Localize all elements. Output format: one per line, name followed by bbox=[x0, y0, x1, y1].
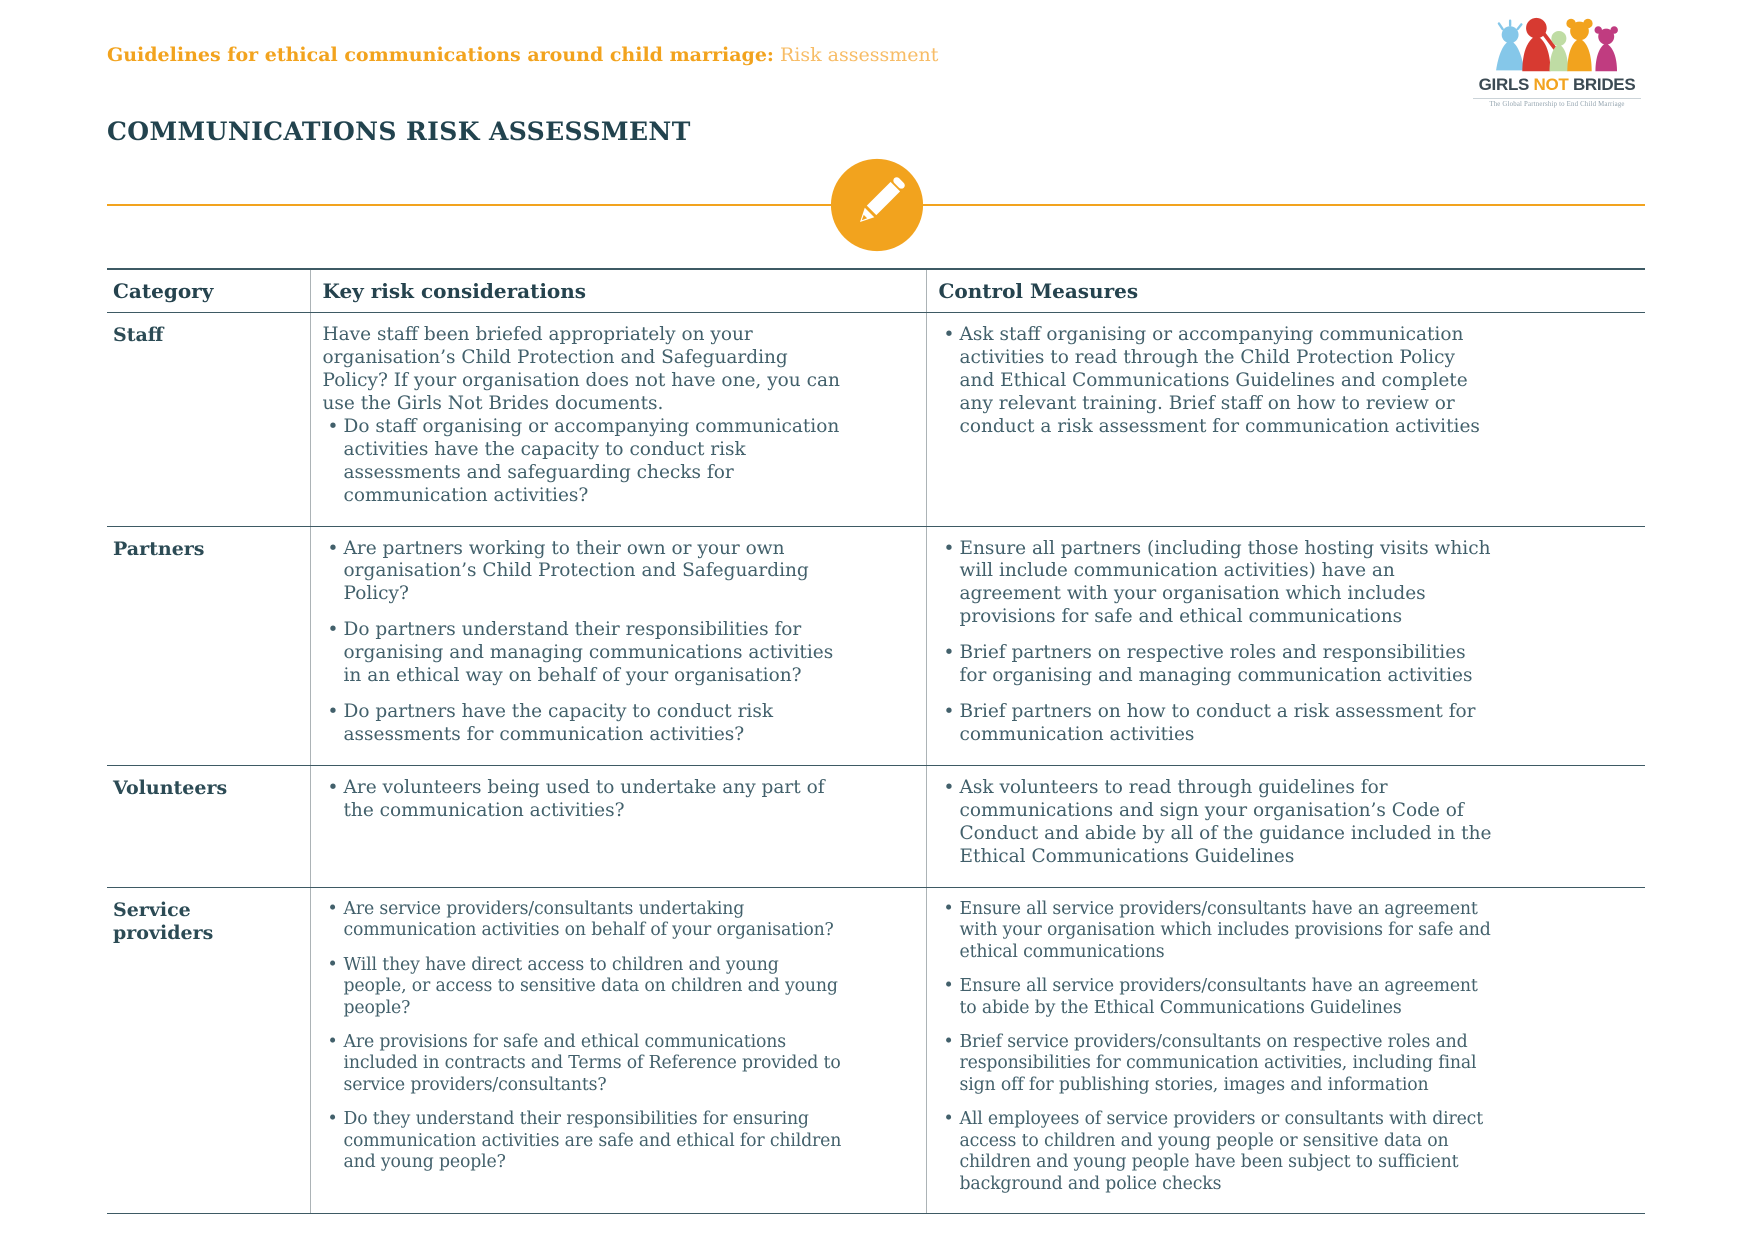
table-row bbox=[107, 887, 1645, 1213]
pencil-icon bbox=[829, 157, 925, 253]
table-header-row bbox=[107, 269, 1645, 313]
table-row bbox=[107, 313, 1645, 527]
risk-intro: Have staff been briefed appropriately on your organisation’s Child Protection and Safeguarding Policy? If your organisation does not have one, you can use the Girls Not Brides documents. bbox=[322, 324, 840, 414]
risks-cell bbox=[310, 313, 926, 527]
control-list bbox=[939, 538, 1496, 748]
control-list bbox=[939, 324, 1496, 439]
logo-word-not: NOT bbox=[1533, 75, 1569, 94]
risks-cell bbox=[310, 887, 926, 1213]
control-item: • Ask volunteers to read through guidelines for communications and sign your organisation’s Code of Conduct and abide by all of the guidance included in the Ethical Communications Guidelines bbox=[939, 777, 1496, 869]
risks-cell bbox=[310, 526, 926, 766]
risk-list bbox=[323, 538, 846, 748]
header-control-measures: Control Measures bbox=[926, 269, 1645, 313]
header-category: Category bbox=[107, 269, 310, 313]
category-cell: Staff bbox=[107, 313, 310, 527]
category-cell: Partners bbox=[107, 526, 310, 766]
risk-list bbox=[323, 416, 846, 508]
logo-wordmark bbox=[1473, 75, 1641, 95]
risks-cell bbox=[310, 766, 926, 888]
control-item: • Ask staff organising or accompanying communication activities to read through the Child Protection Policy and Ethical Communications Guidelines and complete any relevant training. Brief staff on how to review or conduct a risk assessment for communication activities bbox=[939, 324, 1496, 439]
risk-item: • Are partners working to their own or your own organisation’s Child Protection and Safeguarding Policy? bbox=[323, 538, 846, 607]
risk-item: • Are volunteers being used to undertake any part of the communication activities? bbox=[323, 777, 846, 823]
table-row bbox=[107, 766, 1645, 888]
risk-list bbox=[323, 777, 846, 823]
risk-table-body bbox=[107, 313, 1645, 1214]
category-cell: Service providers bbox=[107, 887, 310, 1213]
girls-not-brides-logo bbox=[1473, 16, 1641, 108]
logo-tagline: The Global Partnership to End Child Marriage bbox=[1473, 98, 1641, 108]
risk-assessment-table bbox=[107, 268, 1645, 1214]
category-cell: Volunteers bbox=[107, 766, 310, 888]
control-item: • Ensure all partners (including those hosting visits which will include communication activities) have an agreement with your organisation which includes provisions for safe and ethical communications bbox=[939, 538, 1496, 630]
page-title: COMMUNICATIONS RISK ASSESSMENT bbox=[107, 116, 691, 146]
controls-cell bbox=[926, 526, 1645, 766]
risk-item: • Do partners understand their responsibilities for organising and managing communications activities in an ethical way on behalf of your organisation? bbox=[323, 619, 846, 688]
risk-item: • Will they have direct access to children and young people, or access to sensitive data on children and young people? bbox=[323, 955, 846, 1019]
risk-item: • Do partners have the capacity to conduct risk assessments for communication activities? bbox=[323, 701, 846, 747]
risk-item: • Are provisions for safe and ethical communications included in contracts and Terms of Reference provided to service providers/consultants? bbox=[323, 1032, 846, 1096]
breadcrumb bbox=[107, 44, 938, 67]
control-item: • Brief partners on how to conduct a risk assessment for communication activities bbox=[939, 701, 1496, 747]
control-item: • Ensure all service providers/consultants have an agreement to abide by the Ethical Communications Guidelines bbox=[939, 976, 1496, 1019]
control-item: • Ensure all service providers/consultants have an agreement with your organisation which includes provisions for safe and ethical communications bbox=[939, 899, 1496, 963]
controls-cell bbox=[926, 887, 1645, 1213]
table-row bbox=[107, 526, 1645, 766]
risk-item: • Do they understand their responsibilities for ensuring communication activities are safe and ethical for children and young people? bbox=[323, 1109, 846, 1173]
risk-list bbox=[323, 899, 846, 1174]
breadcrumb-section: Risk assessment bbox=[779, 44, 939, 66]
girls-not-brides-figures-icon bbox=[1482, 16, 1632, 74]
control-item: • All employees of service providers or consultants with direct access to children and young people or sensitive data on children and young people have been subject to sufficient background and police checks bbox=[939, 1109, 1496, 1195]
breadcrumb-title: Guidelines for ethical communications around child marriage: bbox=[107, 44, 774, 66]
header-key-risk-considerations: Key risk considerations bbox=[310, 269, 926, 313]
risk-item: • Are service providers/consultants undertaking communication activities on behalf of your organisation? bbox=[323, 899, 846, 942]
risk-item: • Do staff organising or accompanying communication activities have the capacity to conduct risk assessments and safeguarding checks for communication activities? bbox=[323, 416, 846, 508]
controls-cell bbox=[926, 766, 1645, 888]
control-list bbox=[939, 899, 1496, 1195]
logo-word-girls: GIRLS bbox=[1478, 75, 1530, 94]
control-item: • Brief partners on respective roles and responsibilities for organising and managing communication activities bbox=[939, 642, 1496, 688]
logo-word-brides: BRIDES bbox=[1572, 75, 1636, 94]
controls-cell bbox=[926, 313, 1645, 527]
control-list bbox=[939, 777, 1496, 869]
control-item: • Brief service providers/consultants on respective roles and responsibilities for communication activities, including final sign off for publishing stories, images and information bbox=[939, 1032, 1496, 1096]
